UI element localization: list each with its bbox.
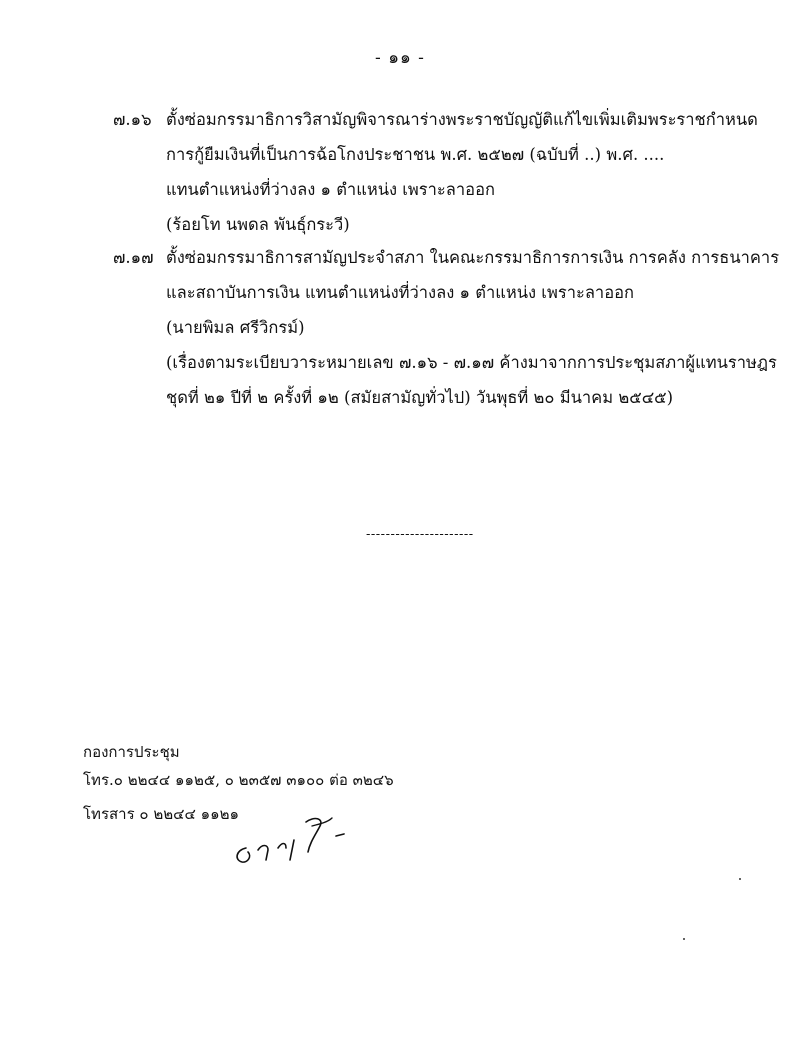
agenda-item	[113, 246, 780, 421]
agenda-item-nominee: (นายพิมล ศรีวิกรม์)	[166, 318, 305, 337]
agenda-item-nominee: (ร้อยโท นพดล พันธุ์กระวี)	[166, 215, 350, 234]
agenda-item-line: และสถาบันการเงิน แทนตำแหน่งที่ว่างลง ๑ ตำแหน่ง เพราะลาออก	[166, 283, 635, 302]
scan-speck	[683, 938, 685, 940]
handwritten-signature	[228, 808, 358, 873]
agenda-item-number: ๗.๑๖	[113, 110, 152, 129]
agenda-item-line: การกู้ยืมเงินที่เป็นการฉ้อโกงประชาชน พ.ศ. ๒๕๒๗ (ฉบับที่ ..) พ.ศ. ....	[166, 145, 665, 164]
footer-phone: โทร.๐ ๒๒๔๔ ๑๑๒๕, ๐ ๒๓๕๗ ๓๑๐๐ ต่อ ๓๒๔๖	[83, 771, 394, 789]
agenda-item-note: ชุดที่ ๒๑ ปีที่ ๒ ครั้งที่ ๑๒ (สมัยสามัญทั่วไป) วันพุธที่ ๒๐ มีนาคม ๒๕๔๕)	[166, 388, 674, 407]
footer-office: กองการประชุม	[83, 743, 180, 761]
agenda-item	[113, 108, 763, 248]
footer-fax: โทรสาร ๐ ๒๒๔๔ ๑๑๒๑	[83, 805, 240, 823]
agenda-item-number: ๗.๑๗	[113, 248, 154, 267]
agenda-item-text: ตั้งซ่อมกรรมาธิการสามัญประจำสภา ในคณะกรรมาธิการการเงิน การคลัง การธนาคาร	[166, 248, 780, 267]
section-divider: ----------------------	[366, 527, 474, 542]
agenda-item-line	[113, 246, 780, 281]
scan-speck	[739, 878, 741, 880]
agenda-item-line	[113, 108, 763, 143]
page-number: - ๑๑ -	[375, 48, 425, 68]
agenda-item-note: (เรื่องตามระเบียบวาระหมายเลข ๗.๑๖ - ๗.๑๗ ค้างมาจากการประชุมสภาผู้แทนราษฎร	[166, 353, 777, 372]
agenda-item-text: ตั้งซ่อมกรรมาธิการวิสามัญพิจารณาร่างพระราชบัญญัติแก้ไขเพิ่มเติมพระราชกำหนด	[166, 110, 758, 129]
agenda-item-line: แทนตำแหน่งที่ว่างลง ๑ ตำแหน่ง เพราะลาออก	[166, 180, 495, 199]
